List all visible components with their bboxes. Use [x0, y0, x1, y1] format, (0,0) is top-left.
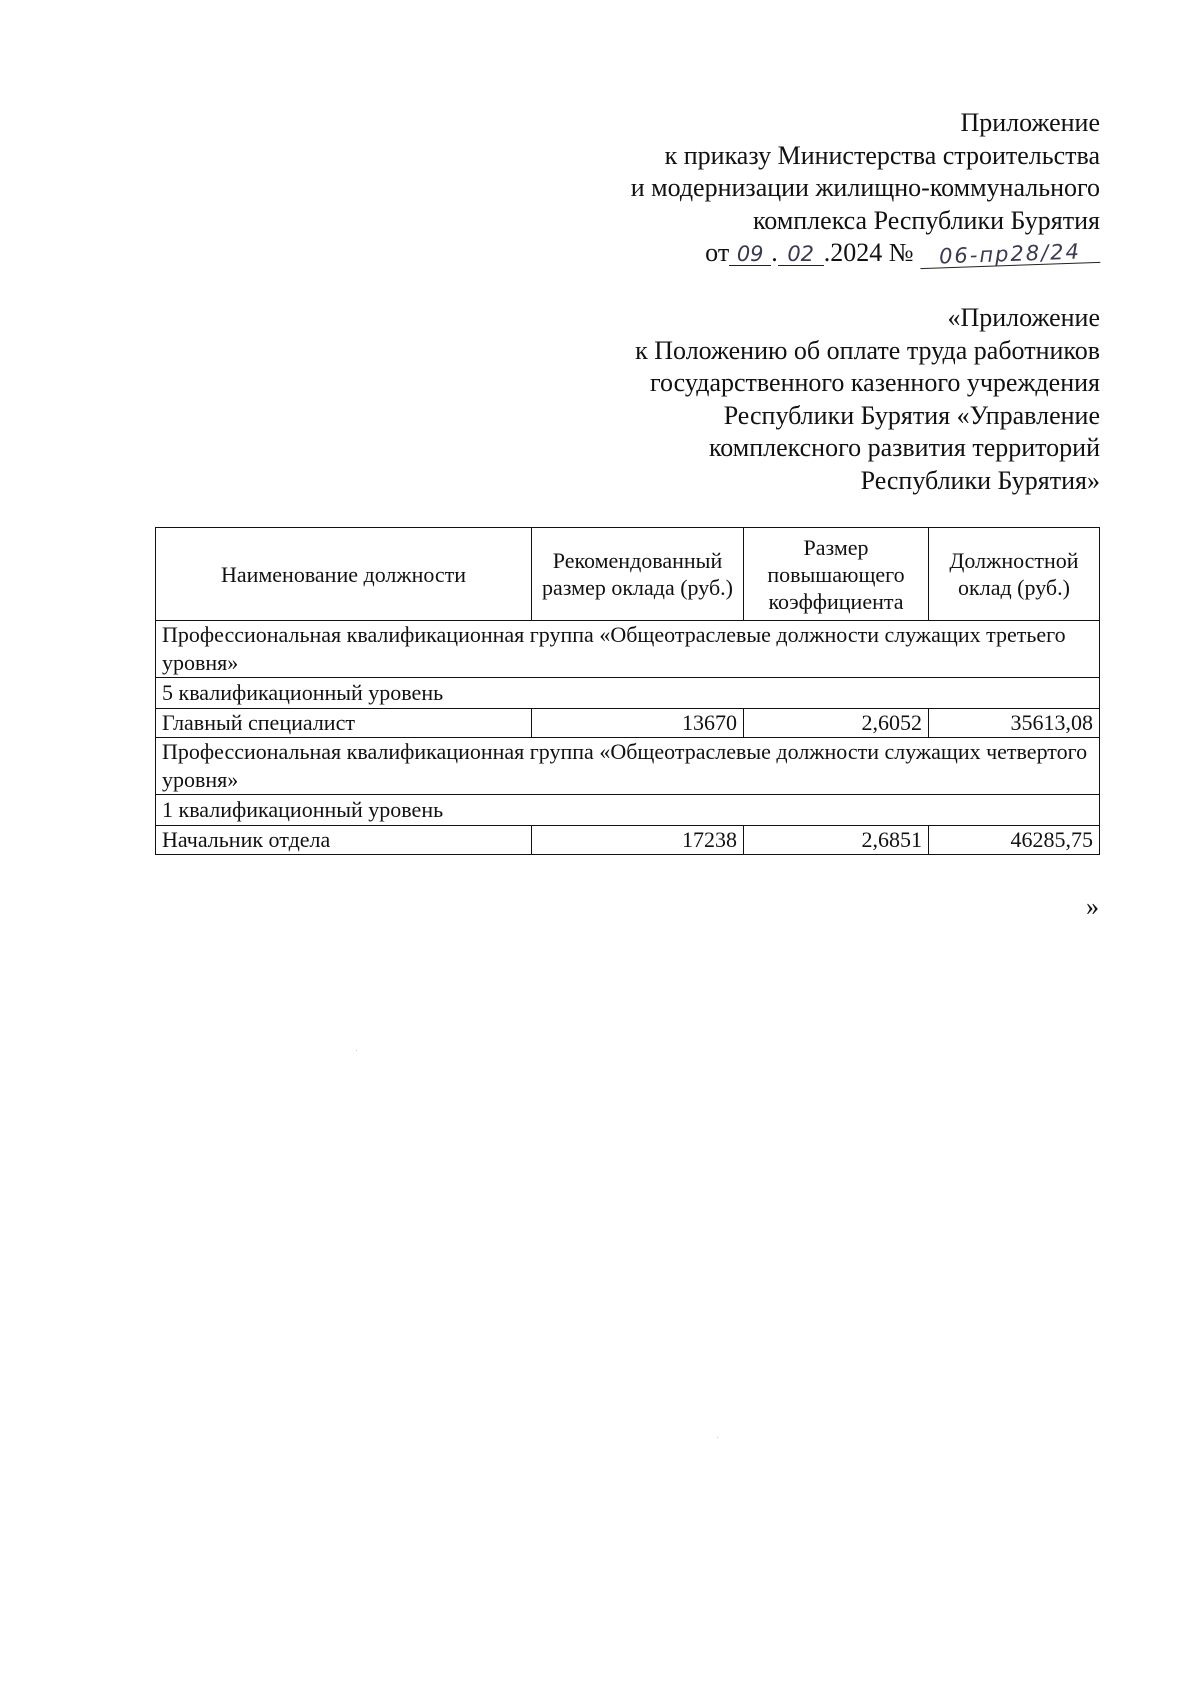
recommended-salary: 13670 — [532, 709, 744, 738]
qualification-group-title: Профессиональная квалификационная группа «Общеотраслевые должности служащих третьего уровня» — [156, 621, 1100, 678]
regulation-title: «Приложение — [947, 303, 1100, 332]
qualification-group-title: Профессиональная квалификационная группа «Общеотраслевые должности служащих четвертого уровня» — [156, 738, 1100, 795]
table-row — [156, 709, 1100, 738]
qualification-level: 5 квалификационный уровень — [156, 678, 1100, 709]
position-name: Начальник отдела — [156, 826, 532, 855]
group-row — [156, 738, 1100, 795]
level-row — [156, 795, 1100, 826]
qualification-level: 1 квалификационный уровень — [156, 795, 1100, 826]
regulation-appendix-header — [635, 302, 1100, 497]
appendix-title: Приложение — [960, 108, 1100, 137]
scan-speck — [717, 1437, 718, 1438]
position-name: Главный специалист — [156, 709, 532, 738]
handwritten-date-day: 09 — [729, 243, 771, 266]
date-prefix: от — [705, 238, 730, 267]
closing-quote-mark: » — [1086, 892, 1099, 921]
recommended-salary: 17238 — [532, 826, 744, 855]
appendix-line: комплекса Республики Бурятия — [753, 205, 1100, 235]
table-row — [156, 826, 1100, 855]
regulation-line: Республики Бурятия» — [860, 465, 1100, 495]
regulation-line: комплексного развития территорий — [708, 433, 1100, 462]
official-salary: 46285,75 — [929, 826, 1100, 855]
order-appendix-header — [631, 107, 1100, 270]
regulation-line: к Положению об оплате труда работников — [635, 335, 1100, 365]
group-row — [156, 621, 1100, 678]
regulation-line: государственного казенного учреждения — [650, 368, 1100, 397]
date-separator: . — [771, 238, 778, 267]
table-header-row — [156, 528, 1100, 621]
header-coefficient: Размер повышающего коэффициента — [744, 528, 929, 621]
order-date-number-line — [631, 237, 1100, 270]
header-official-salary: Должностной оклад (руб.) — [929, 528, 1100, 621]
regulation-line: Республики Бурятия «Управление — [723, 400, 1100, 430]
handwritten-date-month: 02 — [778, 243, 824, 266]
appendix-line: и модернизации жилищно-коммунального — [630, 173, 1100, 202]
official-salary: 35613,08 — [929, 709, 1100, 738]
level-row — [156, 678, 1100, 709]
header-recommended-salary: Рекомендованный размер оклада (руб.) — [532, 528, 744, 621]
coefficient: 2,6052 — [744, 709, 929, 738]
scan-speck — [356, 1050, 357, 1051]
salary-table — [155, 527, 1100, 855]
header-position: Наименование должности — [156, 528, 532, 621]
date-year: .2024 — [823, 238, 883, 267]
handwritten-order-number: 06-пр28/24 — [920, 240, 1101, 269]
coefficient: 2,6851 — [744, 826, 929, 855]
appendix-line: к приказу Министерства строительства — [664, 140, 1100, 170]
number-label: № — [888, 238, 914, 267]
